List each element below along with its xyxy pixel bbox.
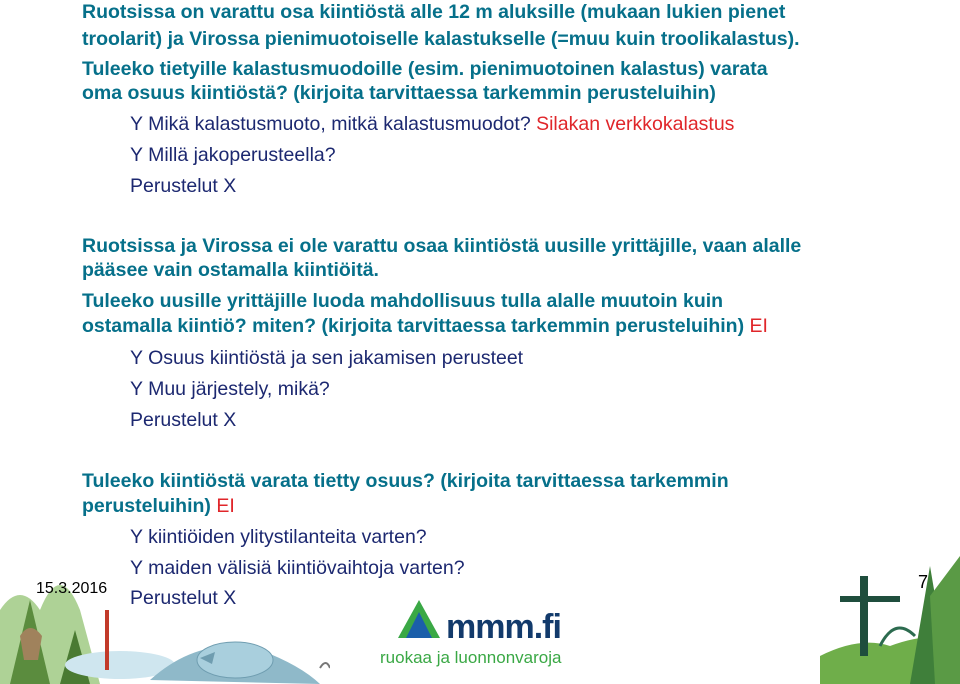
page-number: 7: [918, 572, 929, 592]
question-1-option-2: [130, 143, 336, 167]
question-1-perustelut: Perustelut X: [130, 175, 237, 197]
option-marker: Y: [130, 378, 143, 400]
option-text: kiintiöiden ylitystilanteita varten?: [148, 526, 427, 548]
mmm-logo: [376, 596, 606, 676]
question-3-line-2: [82, 494, 235, 518]
question-3-perustelut: Perustelut X: [130, 587, 237, 609]
intro-line-1: Ruotsissa on varattu osa kiintiöstä alle 12 m aluksille (mukaan lukien pienet: [82, 1, 786, 23]
option-marker: Y: [130, 526, 143, 548]
option-marker: Y: [130, 557, 143, 579]
option-marker: Y: [130, 113, 143, 135]
logo-tagline: ruokaa ja luonnonvaroja: [380, 648, 562, 667]
option-text: Muu järjestely, mikä?: [148, 378, 330, 400]
para-2-line-1: Ruotsissa ja Virossa ei ole varattu osaa kiintiöstä uusille yrittäjille, vaan alalle: [82, 235, 802, 257]
question-3-answer: EI: [216, 495, 235, 517]
question-1-line-2: oma osuus kiintiöstä? (kirjoita tarvittaessa tarkemmin perusteluihin): [82, 82, 716, 104]
question-1-line-1: Tuleeko tietyille kalastusmuodoille (esim. pienimuotoinen kalastus) varata: [82, 58, 768, 80]
option-marker: Y: [130, 347, 143, 369]
question-1-option-1: [130, 112, 734, 136]
para-2-line-2: pääsee vain ostamalla kiintiöitä.: [82, 259, 379, 281]
option-answer: Silakan verkkokalastus: [536, 113, 735, 135]
option-text: Osuus kiintiöstä ja sen jakamisen perusteet: [148, 347, 524, 369]
leaf-mountain-icon: [396, 598, 442, 644]
question-2-option-1: [130, 346, 523, 370]
question-2-option-2: [130, 377, 330, 401]
question-2-perustelut: Perustelut X: [130, 409, 237, 431]
option-text: maiden välisiä kiintiövaihtoja varten?: [148, 557, 465, 579]
option-text: Millä jakoperusteella?: [148, 144, 336, 166]
nature-illustration-left: [0, 540, 330, 684]
question-3-line-1: Tuleeko kiintiöstä varata tietty osuus? (kirjoita tarvittaessa tarkemmin: [82, 470, 729, 492]
question-3-text: perusteluihin): [82, 495, 211, 517]
question-2-answer: EI: [749, 315, 768, 337]
option-marker: Y: [130, 144, 143, 166]
question-2-text: ostamalla kiintiö? miten? (kirjoita tarvittaessa tarkemmin perusteluihin): [82, 315, 745, 337]
nature-illustration-right: [820, 536, 960, 684]
question-2-line-2: [82, 314, 768, 338]
option-text: Mikä kalastusmuoto, mitkä kalastusmuodot?: [148, 113, 531, 135]
slide-date: 15.3.2016: [36, 580, 108, 597]
intro-line-2: troolarit) ja Virossa pienimuotoiselle kalastukselle (=muu kuin troolikalastus).: [82, 28, 800, 50]
question-2-line-1: Tuleeko uusille yrittäjille luoda mahdollisuus tulla alalle muutoin kuin: [82, 290, 724, 312]
logo-brand-text: mmm.fi: [446, 608, 561, 646]
